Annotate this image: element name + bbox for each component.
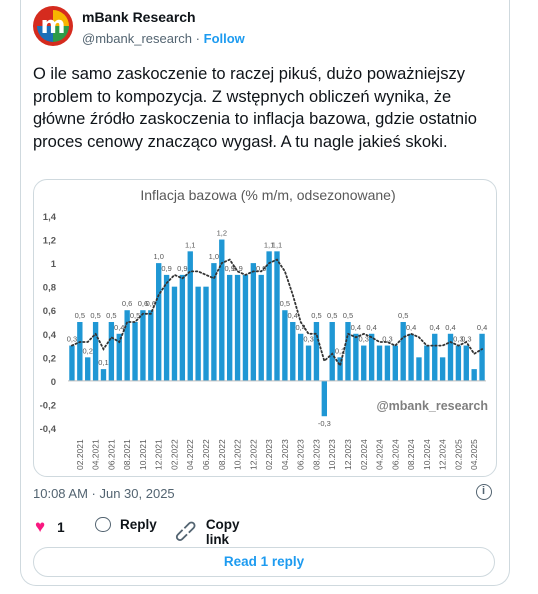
bar bbox=[219, 240, 224, 381]
mbank-logo-icon[interactable] bbox=[33, 6, 73, 46]
y-tick-label: 0,6 bbox=[42, 306, 56, 318]
bar bbox=[148, 310, 153, 381]
bar bbox=[195, 287, 200, 381]
data-label: 1,0 bbox=[153, 252, 164, 262]
bar bbox=[393, 346, 398, 381]
data-label: 0,5 bbox=[342, 311, 354, 320]
bar bbox=[85, 357, 90, 381]
data-label: 0,5 bbox=[129, 311, 141, 320]
data-label: 0,6 bbox=[145, 299, 157, 309]
data-label: 0,5 bbox=[106, 311, 117, 320]
bar bbox=[259, 275, 264, 381]
x-tick-label: 04.2022 bbox=[185, 439, 196, 470]
data-label: 0,9 bbox=[177, 263, 188, 273]
x-tick-label: 02.2022 bbox=[169, 439, 180, 470]
avatar-letter: m bbox=[40, 11, 66, 39]
bar bbox=[282, 310, 287, 381]
bar bbox=[456, 346, 461, 381]
data-label: 0,2 bbox=[334, 346, 346, 356]
data-label: 0,9 bbox=[256, 263, 267, 273]
x-tick-label: 02.2021 bbox=[74, 439, 85, 470]
data-label: 0,4 bbox=[366, 322, 377, 332]
bar bbox=[164, 275, 169, 381]
tweet-text: O ile samo zaskoczenie to raczej pikuś, dużo poważniejszy problem to kompozycja. Z wstępnych obliczeń wynika, że główne źródło zaskoczenia to inflacja bazowa, gdzie ostatnio proces cenowy znacząco wygasł. A tu nagle jakieś skoki. bbox=[33, 65, 477, 151]
bar bbox=[266, 251, 271, 381]
tweet-timestamp[interactable]: 10:08 AM · Jun 30, 2025 bbox=[33, 486, 175, 501]
bar bbox=[172, 287, 177, 381]
x-tick-label: 12.2022 bbox=[248, 439, 259, 470]
data-label: 0,4 bbox=[114, 322, 125, 332]
data-label: -0,3 bbox=[317, 419, 331, 429]
x-tick-label: 10.2024 bbox=[421, 439, 432, 470]
x-tick-label: 12.2024 bbox=[437, 439, 448, 470]
x-tick-label: 12.2021 bbox=[153, 439, 164, 470]
like-button[interactable] bbox=[35, 517, 65, 537]
x-tick-label: 08.2021 bbox=[122, 439, 133, 470]
y-tick-label: 1,2 bbox=[42, 235, 56, 247]
bar bbox=[251, 263, 256, 381]
bar bbox=[235, 275, 240, 381]
reply-button[interactable] bbox=[95, 517, 157, 532]
y-tick-label: 0 bbox=[50, 376, 56, 388]
bar bbox=[408, 334, 413, 381]
bar bbox=[416, 357, 421, 381]
bar bbox=[180, 275, 185, 381]
y-tick-label: -0,2 bbox=[39, 400, 56, 412]
data-label: 0,9 bbox=[232, 263, 243, 273]
data-label: 0,4 bbox=[429, 322, 440, 332]
bar bbox=[314, 322, 319, 381]
bar bbox=[69, 346, 74, 381]
bar bbox=[471, 369, 476, 381]
chart-watermark: @mbank_research bbox=[376, 399, 488, 413]
x-tick-label: 06.2021 bbox=[106, 439, 117, 470]
x-tick-label: 10.2021 bbox=[137, 439, 148, 470]
x-tick-label: 06.2024 bbox=[390, 439, 401, 470]
x-tick-label: 08.2023 bbox=[311, 439, 322, 470]
bar bbox=[432, 334, 437, 381]
data-label: 1,1 bbox=[271, 240, 283, 250]
data-label: 0,3 bbox=[303, 334, 314, 344]
reply-icon bbox=[95, 517, 111, 532]
heart-icon: ♥ bbox=[35, 517, 46, 536]
bar bbox=[243, 275, 248, 381]
read-replies-button[interactable]: Read 1 reply bbox=[33, 547, 495, 577]
bar bbox=[93, 322, 98, 381]
x-tick-label: 06.2022 bbox=[201, 439, 212, 470]
copy-link-label: Copy link bbox=[205, 517, 240, 547]
separator-dot: · bbox=[195, 31, 200, 46]
data-label: 0,5 bbox=[90, 311, 101, 320]
bar bbox=[203, 287, 208, 381]
like-count: 1 bbox=[57, 519, 65, 535]
author-handle[interactable]: @mbank_research bbox=[82, 31, 193, 46]
bar bbox=[369, 334, 374, 381]
data-label: 0,3 bbox=[382, 334, 393, 344]
x-tick-label: 04.2024 bbox=[374, 439, 385, 470]
data-label: 0,1 bbox=[98, 358, 109, 368]
data-label: 0,2 bbox=[82, 346, 93, 356]
y-tick-label: 0,8 bbox=[42, 282, 56, 294]
bar bbox=[385, 346, 390, 381]
chart-image[interactable] bbox=[33, 179, 497, 477]
data-label: 0,5 bbox=[279, 299, 291, 309]
data-label: 1,1 bbox=[263, 240, 275, 250]
bar bbox=[101, 369, 106, 381]
y-tick-label: -0,4 bbox=[39, 424, 56, 435]
follow-button[interactable]: Follow bbox=[203, 31, 245, 46]
y-tick-label: 0,4 bbox=[42, 329, 56, 341]
bar-chart bbox=[34, 180, 496, 476]
bar bbox=[479, 334, 484, 381]
bar bbox=[464, 346, 469, 381]
x-tick-label: 12.2023 bbox=[342, 439, 353, 470]
bar bbox=[306, 346, 311, 381]
data-label: 0,6 bbox=[137, 299, 149, 309]
info-icon[interactable] bbox=[476, 484, 492, 500]
bar bbox=[140, 310, 145, 381]
data-label: 0,4 bbox=[476, 322, 488, 332]
data-label: 0,5 bbox=[311, 311, 322, 320]
y-tick-label: 1,4 bbox=[42, 212, 56, 223]
y-tick-label: 0,2 bbox=[42, 353, 56, 365]
data-label: 0,5 bbox=[397, 311, 409, 320]
data-label: 0,9 bbox=[224, 263, 235, 273]
reply-label: Reply bbox=[120, 517, 157, 532]
author-name[interactable]: mBank Research bbox=[82, 9, 196, 25]
data-label: 0,3 bbox=[461, 334, 472, 344]
x-tick-label: 10.2023 bbox=[327, 439, 338, 470]
bar bbox=[322, 381, 327, 416]
data-label: 0,4 bbox=[405, 322, 417, 332]
bar bbox=[440, 357, 445, 381]
data-label: 0,6 bbox=[121, 299, 133, 309]
bar bbox=[132, 322, 137, 381]
data-label: 0,4 bbox=[295, 322, 306, 332]
data-label: 0,4 bbox=[445, 322, 456, 332]
x-tick-label: 08.2024 bbox=[406, 439, 417, 470]
data-label: 1,1 bbox=[185, 240, 196, 250]
data-label: 0,4 bbox=[350, 322, 362, 332]
x-tick-label: 10.2022 bbox=[232, 439, 243, 470]
data-label: 0,3 bbox=[358, 334, 369, 344]
x-tick-label: 04.2021 bbox=[90, 439, 101, 470]
data-label: 0,3 bbox=[66, 334, 78, 344]
data-label: 1,2 bbox=[216, 228, 228, 238]
bar bbox=[424, 346, 429, 381]
bar bbox=[124, 310, 129, 381]
x-tick-label: 02.2023 bbox=[264, 439, 275, 470]
y-tick-label: 1 bbox=[50, 259, 56, 271]
author-handle-row bbox=[82, 31, 245, 46]
bar bbox=[274, 251, 279, 381]
x-tick-label: 06.2023 bbox=[295, 439, 306, 470]
bar bbox=[156, 263, 161, 381]
link-icon: ⊂⊃ bbox=[170, 516, 202, 548]
x-tick-label: 08.2022 bbox=[216, 439, 227, 470]
x-tick-label: 04.2025 bbox=[469, 439, 480, 470]
x-tick-label: 02.2025 bbox=[453, 439, 464, 470]
copy-link-button[interactable] bbox=[170, 516, 240, 548]
x-tick-label: 02.2024 bbox=[358, 439, 369, 470]
data-label: 1,0 bbox=[208, 252, 220, 262]
bar bbox=[361, 346, 366, 381]
chart-title: Inflacja bazowa (% m/m, odsezonowane) bbox=[140, 187, 396, 203]
data-label: 0,5 bbox=[74, 311, 86, 320]
data-label: 0,4 bbox=[287, 311, 298, 320]
data-label: 0,9 bbox=[161, 263, 172, 273]
data-label: 0,5 bbox=[326, 311, 338, 320]
bar bbox=[377, 346, 382, 381]
bar bbox=[211, 263, 216, 381]
bar bbox=[227, 275, 232, 381]
x-tick-label: 04.2023 bbox=[279, 439, 290, 470]
data-label: 0,3 bbox=[453, 334, 464, 344]
